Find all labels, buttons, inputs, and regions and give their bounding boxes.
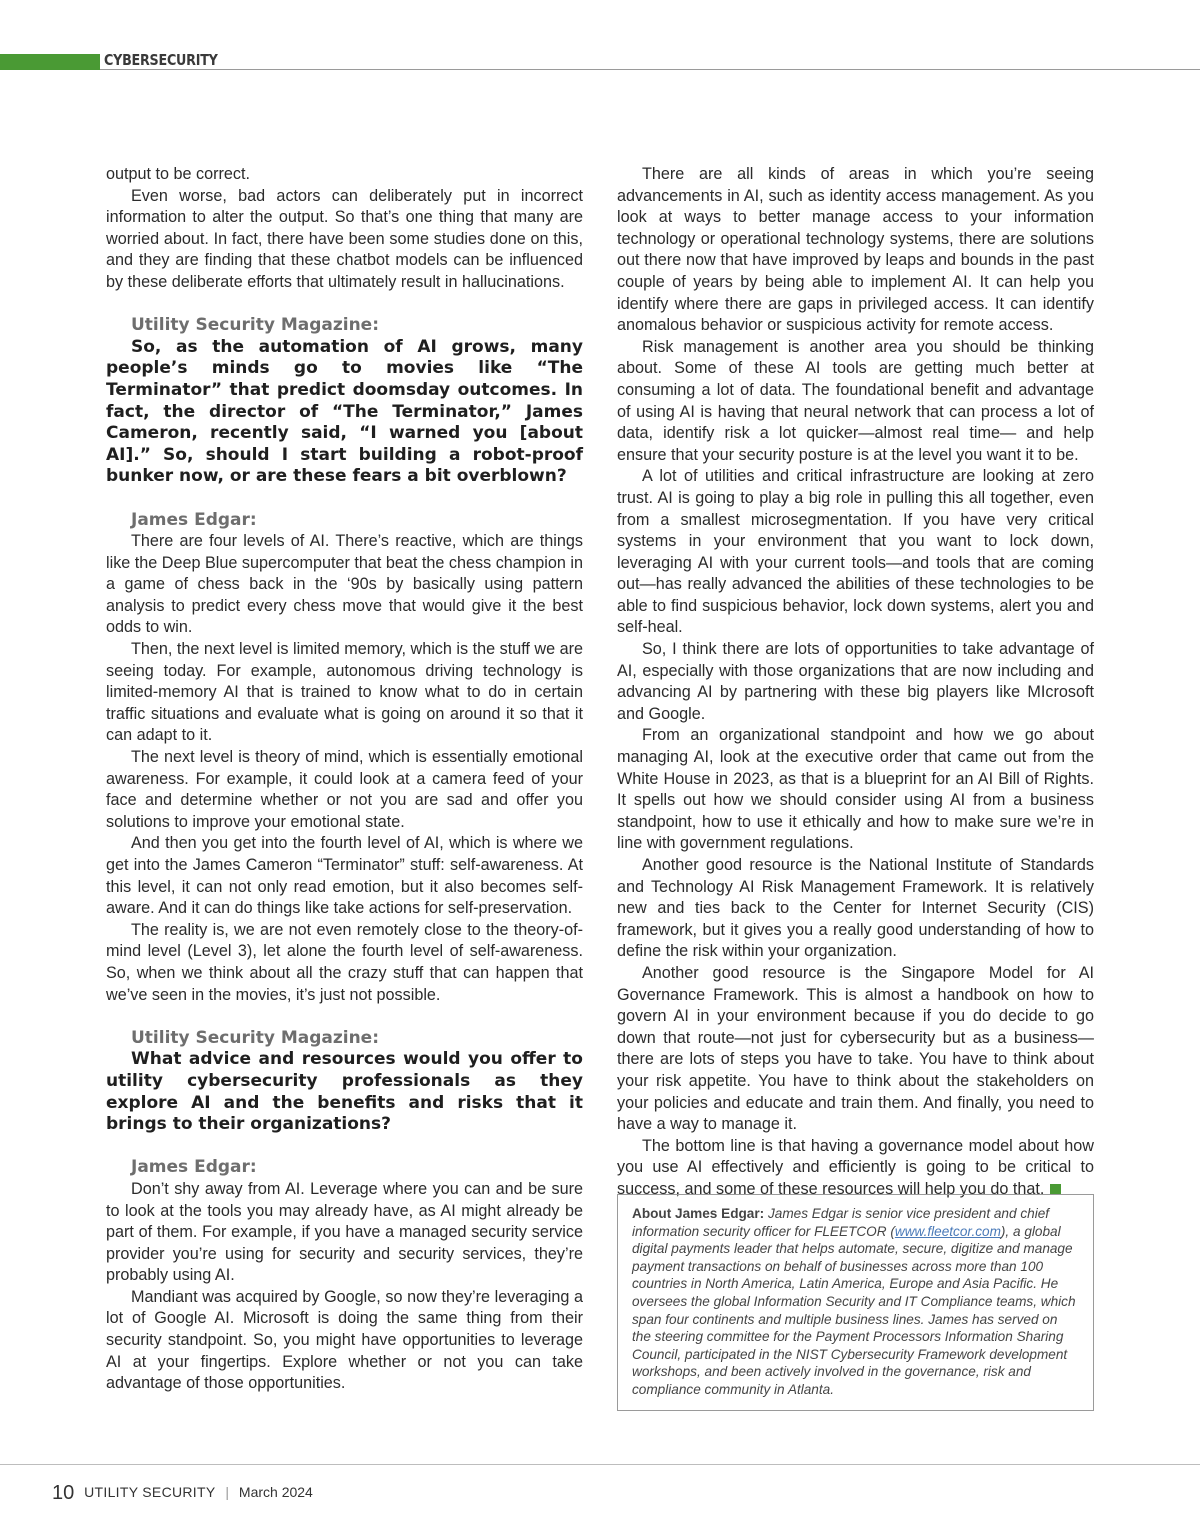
- page-number: 10: [52, 1482, 75, 1504]
- paragraph: There are four levels of AI. There’s reactive, which are things like the Deep Blue supercomputer that beat the chess champion in a game of chess back in the ‘90s by basically using pattern analysis to predict every chess move that would give it the best odds to win.: [106, 532, 583, 637]
- question-source: Utility Security Magazine:: [131, 1027, 380, 1048]
- paragraph: So, I think there are lots of opportunities to take advantage of AI, especially with those organizations that are now including and advancing AI by partnering with these big players like MIcrosoft and Google.: [617, 640, 1094, 723]
- bio-label: About James Edgar:: [632, 1206, 765, 1221]
- footer-separator: |: [225, 1484, 230, 1500]
- page-footer: [52, 1482, 313, 1505]
- issue-date: March 2024: [238, 1484, 313, 1500]
- paragraph-text: The bottom line is that having a governance model about how you use AI effectively and efficiently is going to be critical to success, and some of these resources will help you do that.: [617, 1136, 1094, 1198]
- answer-speaker: James Edgar:: [131, 509, 257, 530]
- fleetcor-link[interactable]: www.fleetcor.com: [894, 1223, 1001, 1239]
- paragraph: The reality is, we are not even remotely close to the theory-of-mind level (Level 3), let alone the fourth level of self-awareness. So, when we think about all the crazy stuff that can happen that we’ve seen in the movies, it’s just not possible.: [106, 920, 583, 1004]
- paragraph: The next level is theory of mind, which is essentially emotional awareness. For example, it could look at a camera feed of your face and determine whether or not you are sad and offer you solutions to improve your emotional state.: [106, 748, 583, 831]
- author-bio-box: [617, 1194, 1094, 1411]
- paragraph: Then, the next level is limited memory, which is the stuff we are seeing today. For example, autonomous driving technology is limited-memory AI that is trained to know what to do in certain traffic situations and evaluate what is going on around it so that it can adapt to it.: [106, 640, 583, 745]
- paragraph: Even worse, bad actors can deliberately put in incorrect information to alter the output. So that’s one thing that many are worried about. In fact, there have been some studies done on this, and they are finding that these chatbot models can be influenced by these deliberate efforts that ultimately result in hallucinations.: [106, 186, 583, 291]
- paragraph: From an organizational standpoint and how we go about managing AI, look at the executive order that came out from the White House in 2023, as that is a blueprint for an AI Bill of Rights. It spells out how we should consider using AI from a business standpoint, how to use it ethically and how to make sure we’re in line with government regulations.: [617, 726, 1094, 853]
- paragraph: Mandiant was acquired by Google, so now they’re leveraging a lot of Google AI. Microsoft is doing the same thing from their security standpoint. So, you might have opportunities to leverage AI at your fingertips. Explore whether or not you can take advantage of those opportunities.: [106, 1287, 583, 1393]
- paragraph: Another good resource is the National Institute of Standards and Technology AI Risk Management Framework. It is relatively new and ties back to the Center for Internet Security (CIS) framework, but it gives you a really good understanding of how to define the risk within your organization.: [617, 856, 1094, 961]
- section-accent-bar: [0, 54, 100, 70]
- paragraph: Risk management is another area you should be thinking about. Some of these AI tools are getting much better at consuming a lot of data. The foundational benefit and advantage of using AI is having that neural network that can process a lot of data, identify risk a lot quicker—almost real time— and help ensure that your security posture is at the level you want it to be.: [617, 337, 1094, 464]
- paragraph: A lot of utilities and critical infrastructure are looking at zero trust. AI is going to play a big role in pulling this all together, even from a smallest microsegmentation. If you have very critical systems in your environment that you want to lock down, leveraging AI with your current tools—and tools that are coming out—has really advanced the abilities of these technologies to be able to find suspicious behavior, lock down systems, alert you and self-heal.: [617, 467, 1094, 637]
- paragraph: output to be correct.: [106, 165, 250, 183]
- paragraph: Another good resource is the Singapore Model for AI Governance Framework. This is almost a handbook on how to govern AI in your environment because if you do decide to go down that route—not just for cybersecurity but as a business—there are lots of steps you have to take. You have to think about your risk appetite. You have to think about the stakeholders on your policies and educate and train them. And finally, you need to have a way to manage it.: [617, 963, 1094, 1134]
- question-source: Utility Security Magazine:: [131, 315, 380, 336]
- section-label: CYBERSECURITY: [104, 51, 218, 69]
- question-text: So, as the automation of AI grows, many people’s minds go to movies like “The Terminator” that predict doomsday outcomes. In fact, the director of “The Terminator,” James Cameron, recently said, “I warned you [about AI].” So, should I start building a robot-proof bunker now, or are these fears a bit overblown?: [106, 336, 583, 487]
- closing-paragraph: [617, 1136, 1094, 1201]
- header-rule: [100, 69, 1200, 70]
- publication-name: UTILITY SECURITY: [84, 1484, 216, 1500]
- bio-text: James Edgar is senior vice president and chief information security officer for FLEETCOR (: [632, 1206, 1050, 1239]
- question-text: What advice and resources would you offer to utility cybersecurity professionals as they explore AI and the benefits and risks that it brings to their organizations?: [106, 1049, 583, 1135]
- right-column: [617, 164, 1094, 1201]
- bio-text: ), a global digital payments leader that helps automate, secure, digitize and manage payment transactions on behalf of businesses across more than 100 countries in North America, Latin America, Europe and Asia Pacific. He oversees the global Information Security and IT Compliance teams, which span four continents and multiple business lines. James has served on the steering committee for the Payment Processors Information Sharing Council, participated in the NIST Cybersecurity Framework development workshops, and been actively involved in the governance, risk and compliance community in Atlanta.: [632, 1223, 1076, 1397]
- paragraph: And then you get into the fourth level of AI, which is where we get into the James Cameron “Terminator” stuff: self-awareness. At this level, it can not only read emotion, but it also becomes self-aware. And it can do things like take actions for self-preservation.: [106, 834, 583, 918]
- paragraph: There are all kinds of areas in which you’re seeing advancements in AI, such as identity access management. As you look at ways to better manage access to your information technology or operational technology systems, there are solutions out there now that have improved by leaps and bounds in the past couple of years by being able to implement AI. It can help you identify where there are gaps in privileged access. It can identify anomalous behavior or suspicious activity for remote access.: [617, 165, 1094, 335]
- left-column: [106, 164, 583, 1395]
- footer-rule: [0, 1464, 1200, 1465]
- answer-speaker: James Edgar:: [131, 1157, 257, 1178]
- paragraph: Don’t shy away from AI. Leverage where you can and be sure to look at the tools you may already have, as AI might already be part of them. For example, if you have a managed security service provider you’re using for security and security services, they’re probably using AI.: [106, 1179, 583, 1285]
